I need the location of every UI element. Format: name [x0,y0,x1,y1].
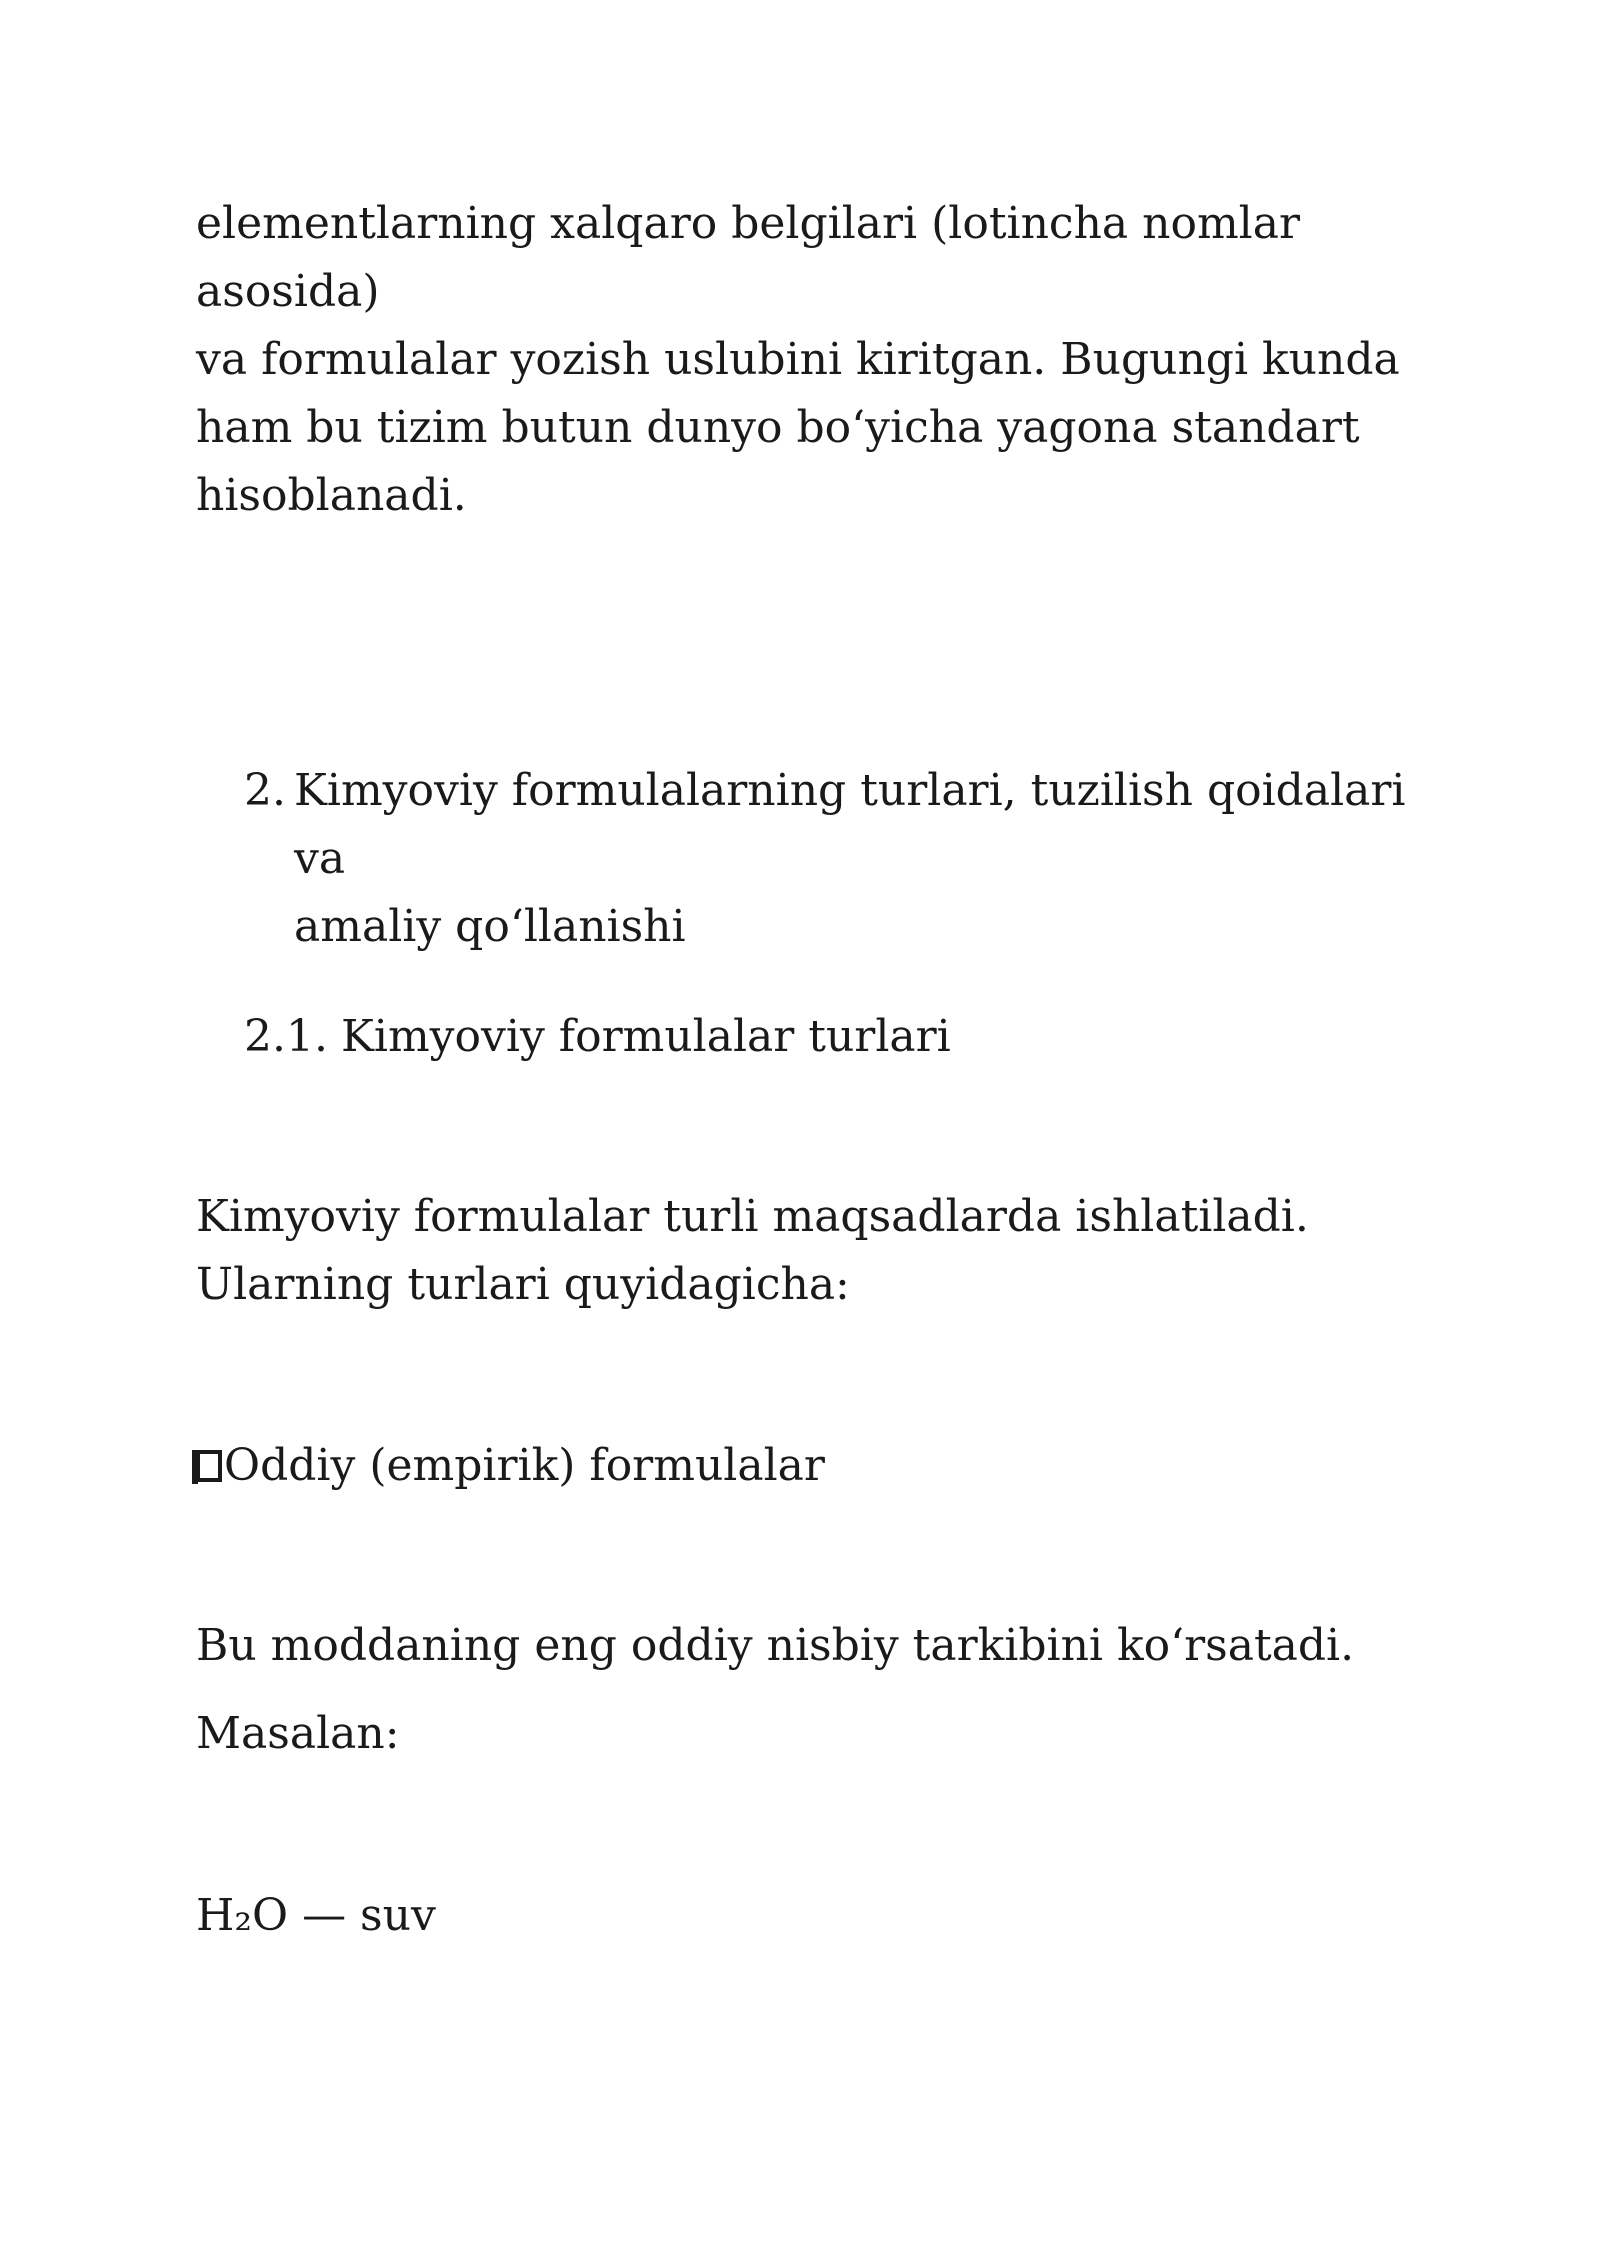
example-label: Masalan: [196,1708,400,1759]
section-heading [244,757,1444,961]
section-title: Kimyoviy formulalarning turlari, tuzilish qoidalari va amaliy qo‘llanishi [294,765,1406,952]
box-bullet-icon [196,1450,222,1482]
bullet-item-label: Oddiy (empirik) formulalar [224,1440,825,1491]
subsection-heading [244,1003,951,1071]
section-number: 2. [244,765,286,816]
subsection-number: 2.1. [244,1011,328,1062]
types-paragraph: Kimyoviy formulalar turli maqsadlarda ishlatiladi. Ularning turlari quyidagicha: [196,1191,1309,1310]
formula-example: H₂O — suv [196,1890,436,1941]
description-paragraph: Bu moddaning eng oddiy nisbiy tarkibini ko‘rsatadi. [196,1620,1355,1671]
subsection-title: Kimyoviy formulalar turlari [341,1011,951,1062]
intro-paragraph: elementlarning xalqaro belgilari (lotincha nomlar asosida) va formulalar yozish uslubini kiritgan. Bugungi kunda ham bu tizim butun dunyo bo‘yicha yagona standart hisoblanadi. [196,198,1400,521]
bullet-item [196,1432,825,1500]
